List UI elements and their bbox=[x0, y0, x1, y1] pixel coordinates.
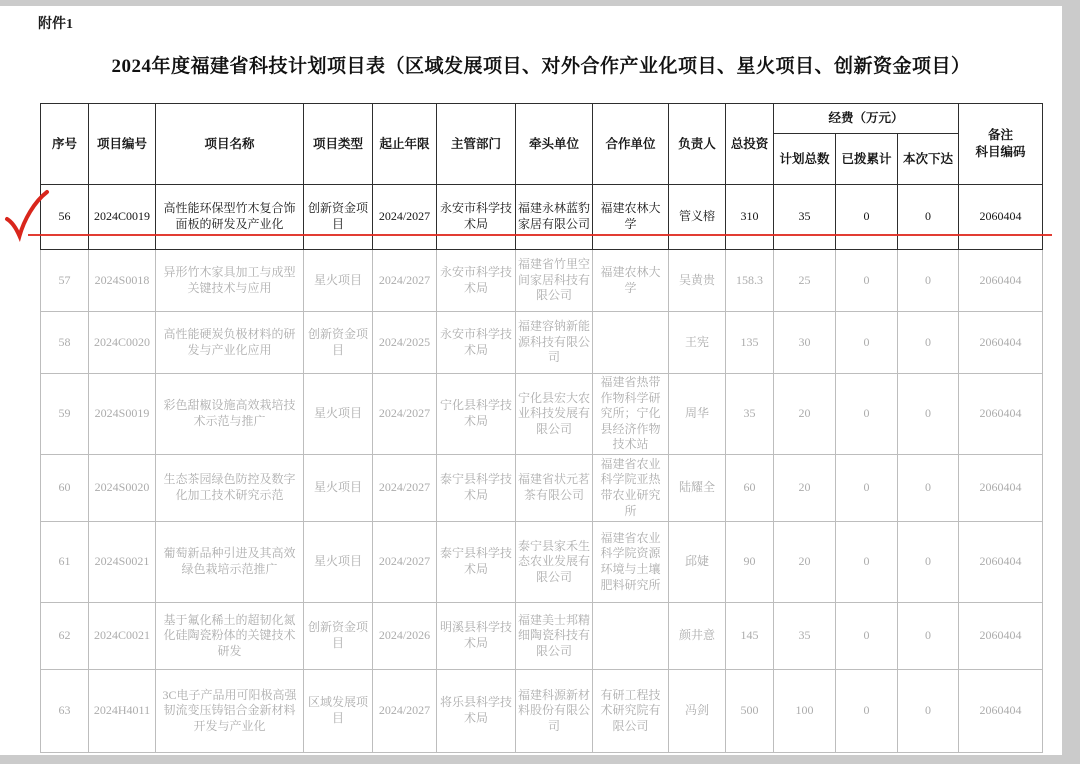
cell-planned: 25 bbox=[774, 250, 836, 312]
cell-code: 2024S0019 bbox=[89, 374, 156, 455]
cell-note: 2060404 bbox=[959, 185, 1043, 250]
cell-name: 基于氟化稀土的超韧化氮化硅陶瓷粉体的关键技术研发 bbox=[156, 602, 304, 669]
cell-dept: 泰宁县科学技术局 bbox=[437, 454, 516, 521]
cell-years: 2024/2027 bbox=[373, 250, 437, 312]
cell-type: 创新资金项目 bbox=[304, 312, 373, 374]
cell-planned: 30 bbox=[774, 312, 836, 374]
cell-type: 区域发展项目 bbox=[304, 669, 373, 752]
col-header-dept: 主管部门 bbox=[437, 104, 516, 185]
cell-seq: 58 bbox=[41, 312, 89, 374]
cell-seq: 63 bbox=[41, 669, 89, 752]
cell-planned: 20 bbox=[774, 374, 836, 455]
col-header-planned: 计划总数 bbox=[774, 134, 836, 185]
table-row-58 bbox=[41, 312, 1043, 374]
cell-years: 2024/2027 bbox=[373, 185, 437, 250]
cell-dept: 永安市科学技术局 bbox=[437, 185, 516, 250]
cell-dept: 明溪县科学技术局 bbox=[437, 602, 516, 669]
cell-name: 高性能硬炭负极材料的研发与产业化应用 bbox=[156, 312, 304, 374]
cell-lead: 福建省竹里空间家居科技有限公司 bbox=[516, 250, 593, 312]
table-row-60 bbox=[41, 454, 1043, 521]
col-header-funds-group: 经费（万元） bbox=[774, 104, 959, 134]
cell-lead: 福建美士邦精细陶瓷科技有限公司 bbox=[516, 602, 593, 669]
cell-total: 500 bbox=[726, 669, 774, 752]
cell-seq: 59 bbox=[41, 374, 89, 455]
cell-code: 2024S0021 bbox=[89, 521, 156, 602]
cell-current: 0 bbox=[898, 312, 959, 374]
table-body bbox=[41, 185, 1043, 753]
cell-paid: 0 bbox=[836, 250, 898, 312]
cell-person: 王宪 bbox=[669, 312, 726, 374]
col-header-paid: 已拨累计 bbox=[836, 134, 898, 185]
cell-person: 颜井意 bbox=[669, 602, 726, 669]
cell-code: 2024C0020 bbox=[89, 312, 156, 374]
cell-current: 0 bbox=[898, 250, 959, 312]
cell-type: 星火项目 bbox=[304, 521, 373, 602]
cell-seq: 61 bbox=[41, 521, 89, 602]
cell-note: 2060404 bbox=[959, 454, 1043, 521]
cell-type: 星火项目 bbox=[304, 454, 373, 521]
cell-partner: 福建省农业科学院亚热带农业研究所 bbox=[593, 454, 669, 521]
cell-years: 2024/2025 bbox=[373, 312, 437, 374]
cell-paid: 0 bbox=[836, 312, 898, 374]
cell-planned: 35 bbox=[774, 602, 836, 669]
table-row-59 bbox=[41, 374, 1043, 455]
cell-code: 2024S0020 bbox=[89, 454, 156, 521]
cell-seq: 57 bbox=[41, 250, 89, 312]
cell-name: 彩色甜椒设施高效栽培技术示范与推广 bbox=[156, 374, 304, 455]
cell-lead: 福建永林蓝豹家居有限公司 bbox=[516, 185, 593, 250]
cell-paid: 0 bbox=[836, 521, 898, 602]
col-header-name: 项目名称 bbox=[156, 104, 304, 185]
cell-years: 2024/2027 bbox=[373, 521, 437, 602]
cell-seq: 60 bbox=[41, 454, 89, 521]
table-row-57 bbox=[41, 250, 1043, 312]
cell-type: 星火项目 bbox=[304, 250, 373, 312]
cell-type: 创新资金项目 bbox=[304, 602, 373, 669]
projects-table bbox=[40, 103, 1043, 753]
cell-paid: 0 bbox=[836, 602, 898, 669]
cell-type: 创新资金项目 bbox=[304, 185, 373, 250]
cell-lead: 泰宁县家禾生态农业发展有限公司 bbox=[516, 521, 593, 602]
cell-dept: 永安市科学技术局 bbox=[437, 312, 516, 374]
cell-lead: 福建省状元茗茶有限公司 bbox=[516, 454, 593, 521]
cell-planned: 20 bbox=[774, 454, 836, 521]
attachment-label: 附件1 bbox=[38, 17, 73, 32]
cell-planned: 20 bbox=[774, 521, 836, 602]
cell-person: 邱婕 bbox=[669, 521, 726, 602]
cell-current: 0 bbox=[898, 521, 959, 602]
cell-lead: 福建容钠新能源科技有限公司 bbox=[516, 312, 593, 374]
cell-current: 0 bbox=[898, 454, 959, 521]
cell-partner bbox=[593, 312, 669, 374]
cell-note: 2060404 bbox=[959, 521, 1043, 602]
cell-total: 158.3 bbox=[726, 250, 774, 312]
cell-partner: 有研工程技术研究院有限公司 bbox=[593, 669, 669, 752]
cell-type: 星火项目 bbox=[304, 374, 373, 455]
cell-note: 2060404 bbox=[959, 374, 1043, 455]
cell-person: 吴黄贵 bbox=[669, 250, 726, 312]
cell-seq: 56 bbox=[41, 185, 89, 250]
cell-code: 2024C0021 bbox=[89, 602, 156, 669]
table-row-63 bbox=[41, 669, 1043, 752]
cell-note: 2060404 bbox=[959, 669, 1043, 752]
col-header-person: 负责人 bbox=[669, 104, 726, 185]
cell-partner: 福建农林大学 bbox=[593, 185, 669, 250]
cell-name: 异形竹木家具加工与成型关键技术与应用 bbox=[156, 250, 304, 312]
cell-paid: 0 bbox=[836, 374, 898, 455]
cell-planned: 35 bbox=[774, 185, 836, 250]
cell-paid: 0 bbox=[836, 669, 898, 752]
cell-code: 2024H4011 bbox=[89, 669, 156, 752]
cell-lead: 福建科源新材料股份有限公司 bbox=[516, 669, 593, 752]
cell-person: 冯剑 bbox=[669, 669, 726, 752]
cell-code: 2024C0019 bbox=[89, 185, 156, 250]
cell-dept: 将乐县科学技术局 bbox=[437, 669, 516, 752]
cell-person: 周华 bbox=[669, 374, 726, 455]
cell-paid: 0 bbox=[836, 185, 898, 250]
cell-name: 生态茶园绿色防控及数字化加工技术研究示范 bbox=[156, 454, 304, 521]
cell-lead: 宁化县宏大农业科技发展有限公司 bbox=[516, 374, 593, 455]
cell-note: 2060404 bbox=[959, 312, 1043, 374]
col-header-code: 项目编号 bbox=[89, 104, 156, 185]
cell-current: 0 bbox=[898, 374, 959, 455]
cell-paid: 0 bbox=[836, 454, 898, 521]
col-header-current: 本次下达 bbox=[898, 134, 959, 185]
col-header-years: 起止年限 bbox=[373, 104, 437, 185]
cell-total: 90 bbox=[726, 521, 774, 602]
cell-total: 135 bbox=[726, 312, 774, 374]
cell-partner bbox=[593, 602, 669, 669]
col-header-total: 总投资 bbox=[726, 104, 774, 185]
cell-partner: 福建省农业科学院资源环境与土壤肥料研究所 bbox=[593, 521, 669, 602]
table-row-56 bbox=[41, 185, 1043, 250]
cell-name: 3C电子产品用可阳极高强韧流变压铸铝合金新材料开发与产业化 bbox=[156, 669, 304, 752]
cell-total: 310 bbox=[726, 185, 774, 250]
table-row-62 bbox=[41, 602, 1043, 669]
col-header-partner: 合作单位 bbox=[593, 104, 669, 185]
red-underline-annotation bbox=[28, 234, 1052, 236]
cell-total: 60 bbox=[726, 454, 774, 521]
cell-years: 2024/2027 bbox=[373, 374, 437, 455]
cell-note: 2060404 bbox=[959, 602, 1043, 669]
table-row-61 bbox=[41, 521, 1043, 602]
cell-dept: 宁化县科学技术局 bbox=[437, 374, 516, 455]
cell-years: 2024/2027 bbox=[373, 454, 437, 521]
col-header-seq: 序号 bbox=[41, 104, 89, 185]
cell-current: 0 bbox=[898, 185, 959, 250]
cell-person: 管义榕 bbox=[669, 185, 726, 250]
col-header-lead: 牵头单位 bbox=[516, 104, 593, 185]
table-header bbox=[41, 104, 1043, 185]
cell-total: 145 bbox=[726, 602, 774, 669]
cell-seq: 62 bbox=[41, 602, 89, 669]
cell-person: 陆耀全 bbox=[669, 454, 726, 521]
cell-partner: 福建省热带作物科学研究所；宁化县经济作物技术站 bbox=[593, 374, 669, 455]
cell-partner: 福建农林大学 bbox=[593, 250, 669, 312]
page-title: 2024年度福建省科技计划项目表（区域发展项目、对外合作产业化项目、星火项目、创新资金项目） bbox=[111, 56, 971, 77]
cell-years: 2024/2027 bbox=[373, 669, 437, 752]
cell-code: 2024S0018 bbox=[89, 250, 156, 312]
cell-note: 2060404 bbox=[959, 250, 1043, 312]
cell-years: 2024/2026 bbox=[373, 602, 437, 669]
cell-current: 0 bbox=[898, 669, 959, 752]
cell-dept: 泰宁县科学技术局 bbox=[437, 521, 516, 602]
cell-name: 高性能环保型竹木复合饰面板的研发及产业化 bbox=[156, 185, 304, 250]
cell-dept: 永安市科学技术局 bbox=[437, 250, 516, 312]
col-header-note: 备注 科目编码 bbox=[959, 104, 1043, 185]
cell-name: 葡萄新品种引进及其高效绿色栽培示范推广 bbox=[156, 521, 304, 602]
cell-planned: 100 bbox=[774, 669, 836, 752]
cell-current: 0 bbox=[898, 602, 959, 669]
cell-total: 35 bbox=[726, 374, 774, 455]
col-header-type: 项目类型 bbox=[304, 104, 373, 185]
